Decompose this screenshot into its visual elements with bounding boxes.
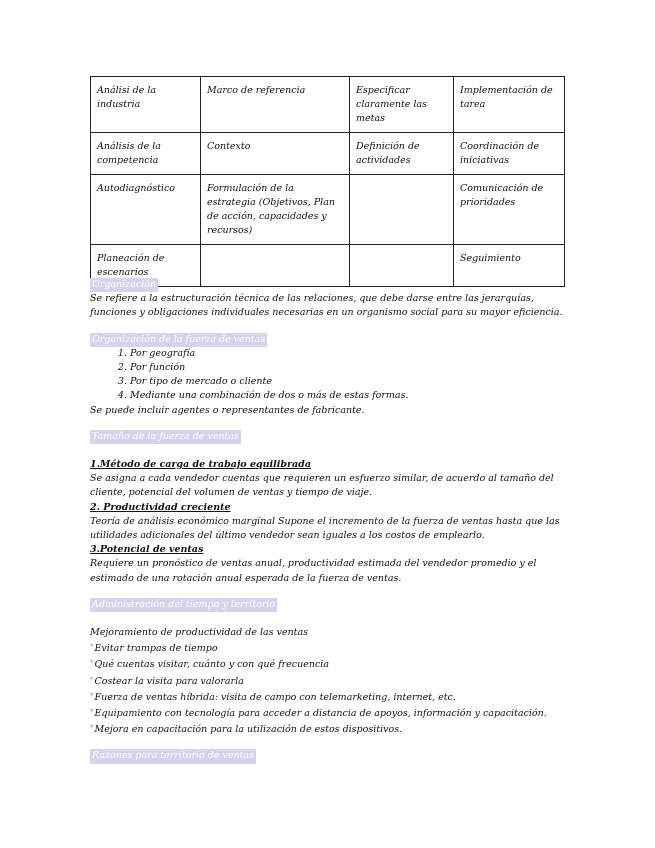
table-cell: Seguimiento	[454, 245, 565, 287]
paragraph: Mejoramiento de productividad de las ventas	[90, 627, 309, 639]
numbered-list	[90, 347, 570, 404]
section-heading: Tamaño de la fuerza de ventas	[90, 430, 241, 444]
table-cell: Contexto	[201, 133, 350, 175]
paragraph: Se asigna a cada vendedor cuentas que requieren un esfuerzo similar, de acuerdo al tamaño del cliente, potencial del volumen de ventas y tiempo de viaje.	[90, 473, 554, 499]
bullet-icon: *	[90, 708, 94, 717]
section-organizacion-fuerza	[90, 333, 570, 418]
table-cell: Planeación de escenarios	[91, 245, 201, 287]
section-heading: Razones para territorio de ventas	[90, 749, 256, 763]
method-title: 1.Método de carga de trabajo equilibrada	[90, 459, 311, 471]
table-cell: Formulación de la estrategia (Objetivos, Plan de acción, capacidades y recursos)	[201, 175, 350, 245]
bullet-item: *Fuerza de ventas híbrida: visita de campo con telemarketing, internet, etc.	[90, 691, 456, 703]
section-razones	[90, 749, 570, 763]
bullet-icon: *	[90, 724, 94, 733]
bullet-item: *Equipamiento con tecnología para acceder a distancia de apoyos, información y capacitación.	[90, 708, 547, 720]
bullet-item: *Evitar trampas de tiempo	[90, 643, 218, 655]
table-row	[91, 77, 565, 133]
table-row	[91, 133, 565, 175]
document-body	[90, 278, 570, 764]
bullet-item: *Costear la visita para valorarla	[90, 675, 244, 687]
bullet-icon: *	[90, 643, 94, 652]
bullet-item: *Qué cuentas visitar, cuánto y con qué frecuencia	[90, 659, 330, 671]
table-cell: Análisi de la industria	[91, 77, 201, 133]
list-item: 2. Por función	[130, 361, 570, 375]
table-cell	[350, 175, 454, 245]
section-tamano	[90, 430, 570, 586]
table-row	[91, 175, 565, 245]
section-heading: Organización	[90, 278, 158, 292]
method-title: 2. Productividad creciente	[90, 501, 231, 513]
table-cell: Definición de actividades	[350, 133, 454, 175]
section-organizacion	[90, 278, 570, 321]
list-item: 3. Por tipo de mercado o cliente	[130, 375, 570, 389]
table-cell: Autodiagnóstico	[91, 175, 201, 245]
table-cell: Análisis de la competencia	[91, 133, 201, 175]
paragraph: Teoría de análisis económico marginal Supone el incremento de la fuerza de ventas hasta que las utilidades adicionales del último vendedor sean iguales a los costos de emplearlo.	[90, 515, 560, 542]
section-heading: Administración del tiempo y territorio	[90, 598, 277, 612]
bullet-icon: *	[90, 659, 94, 668]
table-cell: Implementación de tarea	[454, 77, 565, 133]
list-item: 4. Mediante una combinación de dos o más de estas formas.	[130, 389, 570, 403]
bullet-item: *Mejora en capacitación para la utilización de estos dispositivos.	[90, 724, 403, 736]
table-cell: Marco de referencia	[201, 77, 350, 133]
table-cell: Comunicación de prioridades	[454, 175, 565, 245]
bullet-icon: *	[90, 675, 94, 684]
table-cell: Especificar claramente las metas	[350, 77, 454, 133]
method-title: 3.Potencial de ventas	[90, 544, 204, 556]
paragraph: Se refiere a la estructuración técnica de las relaciones, que debe darse entre las jerarquías, funciones y obligaciones individuales necesarias en un organismo social para su mayor eficiencia.	[90, 293, 563, 319]
paragraph: Requiere un pronóstico de ventas anual, productividad estimada del vendedor promedio y el estimado de una rotación anual esperada de la fuerza de ventas.	[90, 558, 537, 584]
section-heading: Organización de la fuerza de ventas	[90, 333, 267, 347]
list-item: 1. Por geografía	[130, 347, 570, 361]
section-administracion	[90, 598, 570, 738]
strategy-table	[90, 76, 565, 287]
bullet-icon: *	[90, 691, 94, 700]
table-cell: Coordinación de iniciativas	[454, 133, 565, 175]
paragraph: Se puede incluir agentes o representantes de fabricante.	[90, 404, 365, 416]
